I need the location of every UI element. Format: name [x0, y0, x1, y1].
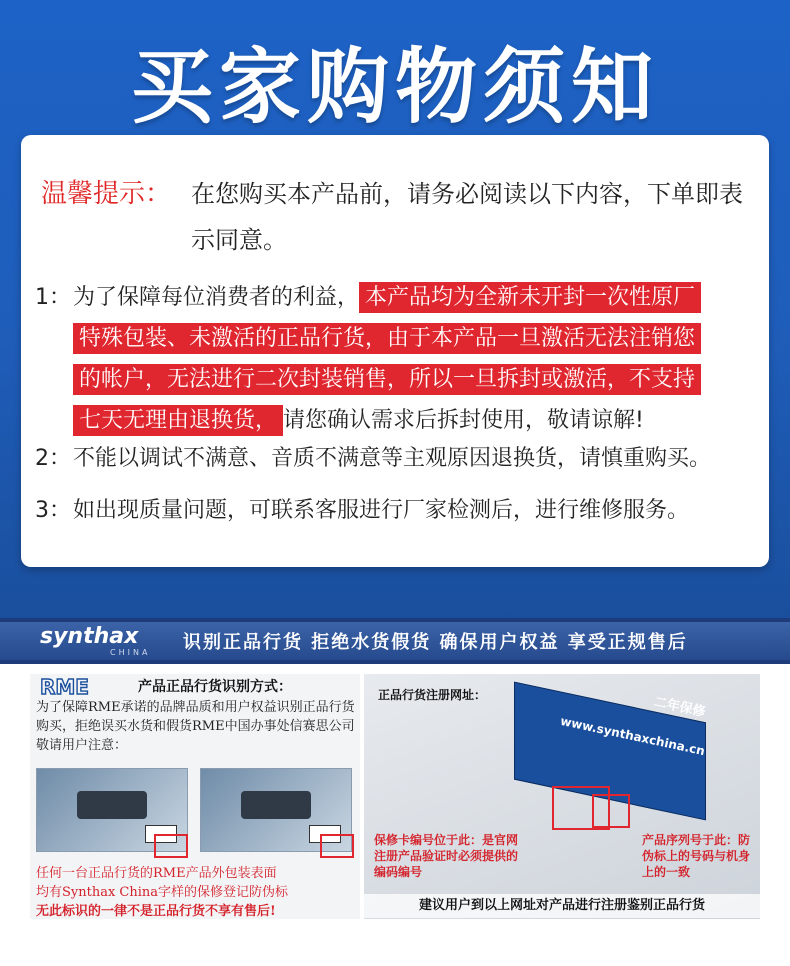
svg-text:RME: RME: [40, 676, 89, 698]
registration-url: www.synthaxchina.cn: [559, 713, 707, 759]
synthax-logo-sub: CHINA: [110, 648, 151, 657]
highlight-text: 七天无理由退换货，: [73, 405, 283, 436]
slogan-band: [0, 618, 790, 664]
rme-note: 任何一台正品行货的RME产品外包装表面 均有Synthax China字样的保修登记防伪标 无此标识的一律不是正品行货不享有售后!: [36, 866, 289, 919]
registration-label: 正品行货注册网址：: [378, 688, 487, 702]
label-highlight-box: [320, 834, 354, 858]
label-highlight-box: [154, 834, 188, 858]
rme-description: 为了保障RME承诺的品牌品质和用户权益识别正品行货购买，拒绝误买水货和假货RME中国办事处信赛思公司敬请用户注意：: [36, 700, 355, 753]
warranty-text: 二年保修: [652, 694, 707, 721]
notice-item-3: [35, 491, 689, 531]
serial-number-note: 产品序列号于此：防伪标上的号码与机身上的一致: [642, 833, 751, 879]
synthax-logo: synthax: [40, 624, 139, 649]
item-number: 2：: [35, 446, 71, 471]
rme-logo: [40, 676, 126, 698]
warranty-code-highlight-box: [592, 794, 630, 828]
slogan-text: 识别正品行货 拒绝水货假货 确保用户权益 享受正规售后: [183, 632, 688, 653]
registration-panel: [364, 674, 760, 919]
page-title: 买家购物须知: [130, 40, 659, 135]
rme-identification-panel: [30, 674, 360, 919]
notice-item-1: [35, 278, 765, 442]
item-text: 为了保障每位消费者的利益，: [73, 285, 360, 310]
registration-advice: 建议用户到以上网址对产品进行注册鉴别正品行货: [364, 894, 760, 918]
authenticity-section: [0, 664, 790, 966]
item-text: 请您确认需求后拆封使用，敬请谅解!: [283, 408, 644, 433]
highlight-text: 特殊包装、未激活的正品行货，由于本产品一旦激活无法注销您: [73, 323, 701, 354]
notice-card: [21, 135, 769, 567]
item-number: 3：: [35, 498, 71, 523]
highlight-text: 的帐户，无法进行二次封装销售，所以一旦拆封或激活，不支持: [73, 364, 701, 395]
rme-title: 产品正品行货识别方式：: [138, 679, 292, 695]
tip-label: 温馨提示：: [41, 179, 172, 209]
item-text: 如出现质量问题，可联系客服进行厂家检测后，进行维修服务。: [73, 498, 690, 523]
highlight-text: 本产品均为全新未开封一次性原厂: [359, 282, 701, 313]
item-number: 1：: [35, 285, 71, 310]
warranty-code-note: 保修卡编号位于此：是官网注册产品验证时必须提供的编码编号: [374, 833, 519, 879]
tip-text: 在您购买本产品前，请务必阅读以下内容，下单即表示同意。: [191, 180, 743, 254]
notice-item-2: [35, 439, 711, 479]
item-text: 不能以调试不满意、音质不满意等主观原因退换货，请慎重购买。: [73, 446, 712, 471]
